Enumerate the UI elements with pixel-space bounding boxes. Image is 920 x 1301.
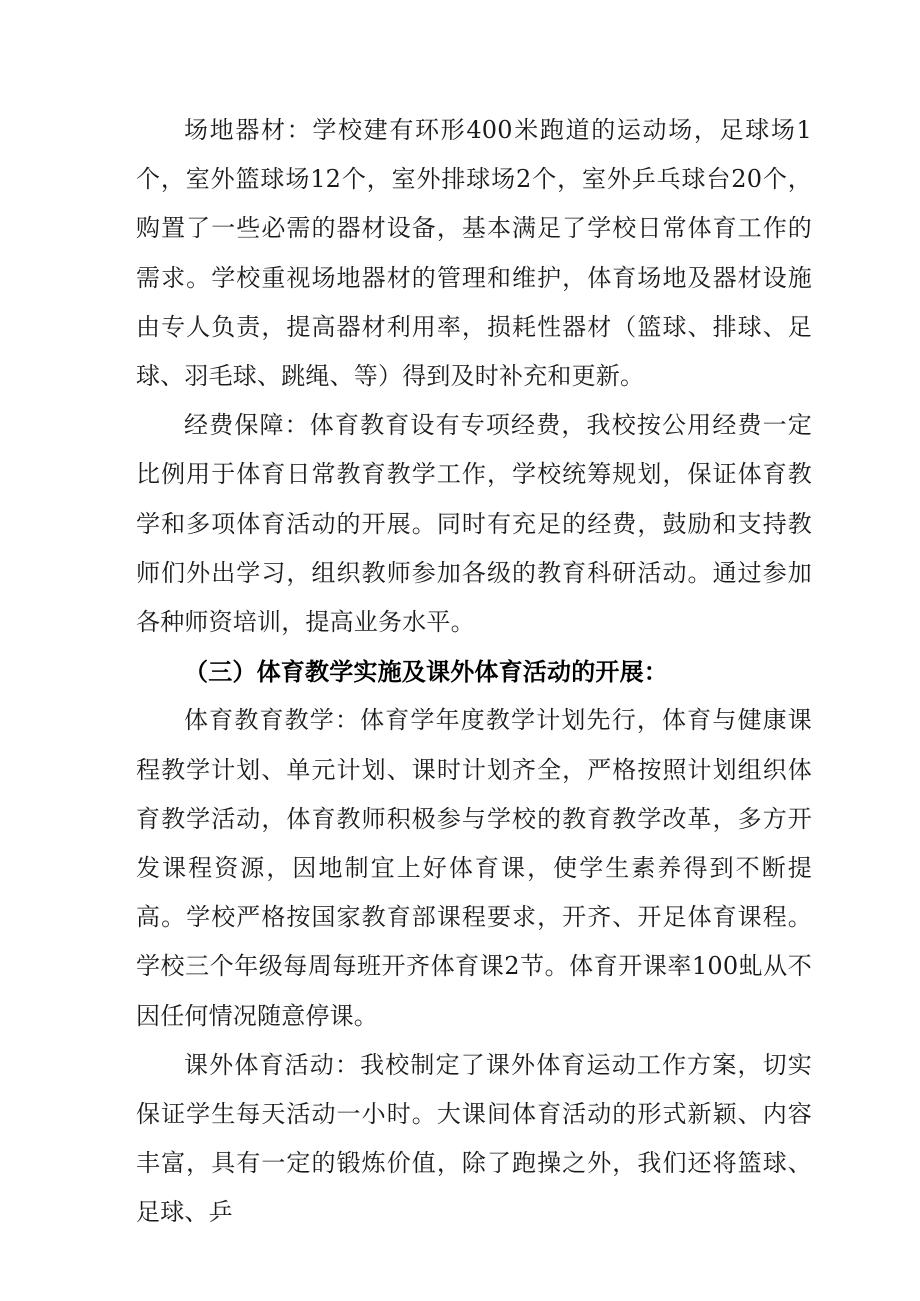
document-body: [136, 106, 812, 1238]
paragraph-teaching: 体育教育教学：体育学年度教学计划先行，体育与健康课程教学计划、单元计划、课时计划齐全，严格按照计划组织体育教学活动，体育教师积极参与学校的教育教学改革，多方开发课程资源，因地制宜上好体育课，使学生素养得到不断提高。学校严格按国家教育部课程要求，开齐、开足体育课程。学校三个年级每周每班开齐体育课2节。体育开课率100虬从不因任何情况随意停课。: [136, 706, 812, 1030]
paragraph-facilities: 场地器材：学校建有环形400米跑道的运动场，足球场1个，室外篮球场12个，室外排球场2个，室外乒乓球台20个，购置了一些必需的器材设备，基本满足了学校日常体育工作的需求。学校重视场地器材的管理和维护，体育场地及器材设施由专人负责，提高器材利用率，损耗性器材（篮球、排球、足球、羽毛球、跳绳、等）得到及时补充和更新。: [136, 116, 812, 391]
section-heading: （三）体育教学实施及课外体育活动的开展：: [184, 657, 668, 687]
paragraph-extracurricular: 课外体育活动：我校制定了课外体育运动工作方案，切实保证学生每天活动一小时。大课间体育活动的形式新颖、内容丰富，具有一定的锻炼价值，除了跑操之外，我们还将篮球、足球、乒: [136, 1050, 812, 1227]
paragraph-funding: 经费保障：体育教育设有专项经费，我校按公用经费一定比例用于体育日常教育教学工作，学校统筹规划，保证体育教学和多项体育活动的开展。同时有充足的经费，鼓励和支持教师们外出学习，组织教师参加各级的教育科研活动。通过参加各种师资培训，提高业务水平。: [136, 411, 812, 637]
